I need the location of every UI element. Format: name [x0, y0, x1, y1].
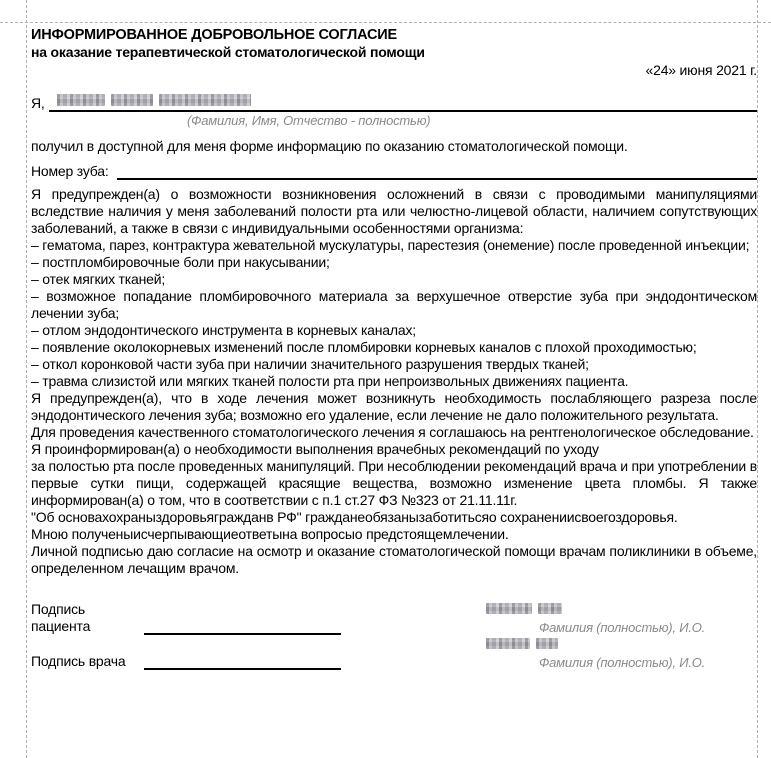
- complication-item: – отек мягких тканей;: [31, 271, 166, 287]
- document-date: «24» июня 2021 г.: [645, 62, 757, 78]
- complication-item: – откол коронковой части зуба при наличии значительного разрушения твердых тканей;: [31, 356, 589, 372]
- patient-signer-name-redacted: [486, 600, 562, 617]
- complication-item: – гематома, парез, контрактура жевательной мускулатуры, парестезия (онемение) после проведенной инъекции;: [31, 237, 750, 253]
- consent-paragraph: за полостью рта после проведенных манипуляций. При несоблюдении рекомендаций врача и при употреблении в первые сутки пищи, содержащей красящие вещества, возможно изменение цвета пломбы. Я также информирован(а) о том, что в соответствии с п.1 ст.27 ФЗ №323 от 21.11.11г.: [31, 458, 757, 508]
- doctor-signer-block: [484, 654, 757, 670]
- redaction-block: [536, 638, 558, 649]
- tooth-number-field: [117, 161, 757, 180]
- consent-paragraph: Личной подписью даю согласие на осмотр и оказание стоматологической помощи врачам поликлиники в объеме, определенном лечащим врачом.: [31, 543, 757, 576]
- patient-signer-block: [484, 619, 757, 635]
- print-margin-guide-top: [0, 22, 771, 23]
- tooth-number-label: Номер зуба:: [31, 163, 109, 179]
- doctor-signature-line: [144, 651, 341, 670]
- consent-paragraph: "Об основахохраныздоровьягражданв РФ" гражданеобязанызаботитьсяо сохранениисвоегоздоровья.: [31, 509, 678, 525]
- patient-signature-row: [31, 601, 757, 635]
- patient-signature-label: Подпись пациента: [31, 601, 91, 634]
- complication-item: – появление околокорневых изменений после пломбировки корневых каналов с плохой проходимостью;: [31, 339, 697, 355]
- consent-intro: Я предупрежден(а) о возможности возникновения осложнений в связи с проводимыми манипуляциями вследствие наличия у меня заболеваний полости рта или челюстно-лицевой области, наличием сопутствующих заболеваний, а также в связи с индивидуальными особенностями организма:: [31, 186, 757, 236]
- redaction-block: [57, 94, 105, 106]
- redaction-block: [538, 603, 562, 614]
- patient-signature-line: [144, 616, 341, 635]
- complication-item: – отлом эндодонтического инструмента в корневых каналах;: [31, 322, 416, 338]
- redaction-block: [486, 603, 532, 614]
- page-title: ИНФОРМИРОВАННОЕ ДОБРОВОЛЬНОЕ СОГЛАСИЕ: [31, 27, 397, 43]
- patient-name-row: [31, 93, 757, 112]
- doctor-signature-row: [31, 651, 757, 670]
- doctor-signature-label: Подпись врача: [31, 653, 126, 669]
- print-margin-guide-left: [26, 0, 27, 758]
- complication-item: – травма слизистой или мягких тканей полости рта при непроизвольных движениях пациента.: [31, 373, 629, 389]
- doctor-signer-name-redacted: [486, 635, 558, 652]
- document-page: [31, 27, 757, 670]
- consent-paragraph: Я предупрежден(а), что в ходе лечения может возникнуть необходимость послабляющего разреза после эндодонтического лечения зуба; возможно его удаление, если лечение не дало положительного результата.: [31, 390, 757, 423]
- consent-paragraph: Я проинформирован(а) о необходимости выполнения врачебных рекомендаций по уходу: [31, 441, 599, 457]
- consent-paragraph: Мною полученыисчерпывающиеответына вопросыо предстоящемлечении.: [31, 526, 509, 542]
- signature-section: [31, 601, 757, 670]
- redaction-block: [486, 638, 530, 649]
- name-prefix: Я,: [31, 95, 45, 111]
- consent-body: [31, 186, 757, 577]
- patient-name-redacted: [57, 92, 251, 109]
- signature-name-caption: Фамилия (полностью), И.О.: [539, 655, 706, 670]
- complication-item: – постпломбировочные боли при накусывании;: [31, 254, 330, 270]
- print-margin-guide-right: [757, 0, 758, 758]
- name-field-caption: (Фамилия, Имя, Отчество - полностью): [187, 113, 431, 128]
- redaction-block: [111, 94, 153, 106]
- complication-item: – возможное попадание пломбировочного материала за верхушечное отверстие зуба при эндодонтическом лечении зуба;: [31, 288, 757, 321]
- patient-name-field: [49, 93, 757, 112]
- info-received-line: получил в доступной для меня форме информацию по оказанию стоматологической помощи.: [31, 138, 628, 154]
- tooth-number-row: [31, 161, 757, 180]
- consent-paragraph: Для проведения качественного стоматологического лечения я соглашаюсь на рентгенологическое обследование.: [31, 424, 754, 440]
- signature-name-caption: Фамилия (полностью), И.О.: [539, 620, 706, 635]
- redaction-block: [159, 94, 251, 106]
- page-subtitle: на оказание терапевтической стоматологической помощи: [31, 44, 425, 60]
